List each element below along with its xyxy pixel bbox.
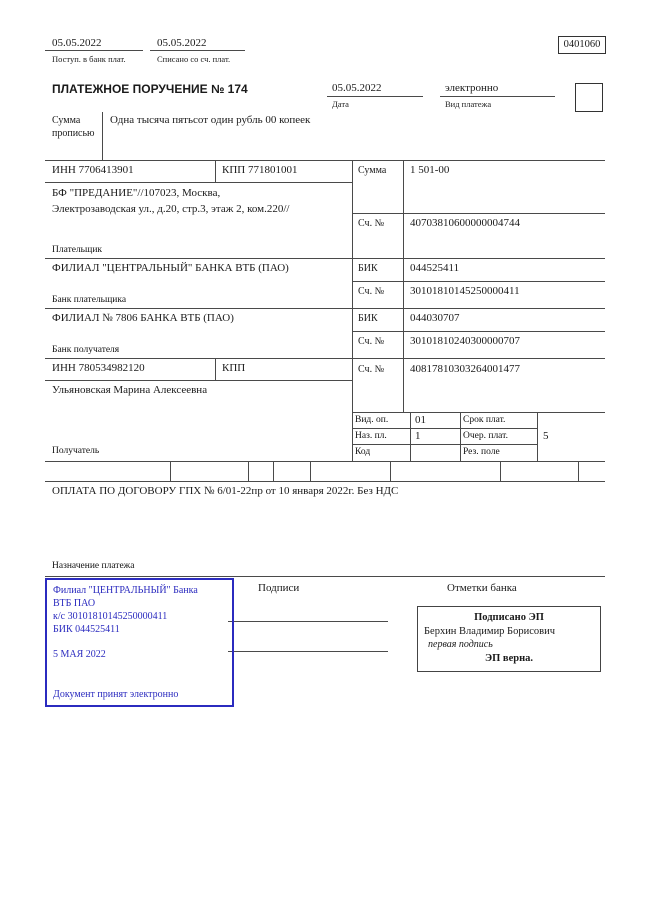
amount-words-divider [102, 112, 103, 160]
bank-marks-title: Отметки банка [447, 582, 517, 594]
reserve-field-label: Рез. поле [463, 447, 500, 457]
payer-bank-name: ФИЛИАЛ "ЦЕНТРАЛЬНЫЙ" БАНКА ВТБ (ПАО) [52, 262, 289, 274]
payer-bank-bik-label: БИК [358, 263, 378, 274]
signature-line [228, 651, 388, 652]
table-line [45, 380, 352, 381]
op-type-value: 01 [415, 414, 426, 426]
payer-label: Плательщик [52, 245, 103, 255]
table-line [45, 160, 605, 161]
received-in-bank-date: 05.05.2022 [52, 37, 102, 49]
document-title: ПЛАТЕЖНОЕ ПОРУЧЕНИЕ № 174 [52, 82, 248, 96]
tax-row-divider [500, 461, 501, 481]
payer-status-box [575, 83, 603, 112]
table-line [45, 258, 605, 259]
purpose-underline [45, 576, 605, 577]
payee-bank-name: ФИЛИАЛ № 7806 БАНКА ВТБ (ПАО) [52, 312, 234, 324]
received-date-underline [45, 50, 143, 51]
signature-line [228, 621, 388, 622]
electronic-signature-name: Берхин Владимир Борисович [424, 625, 555, 637]
payee-kpp: КПП [222, 362, 246, 374]
purpose-code-label: Наз. пл. [355, 431, 387, 441]
payee-bank-account-value: 30101810240300000707 [410, 335, 520, 347]
payment-purpose-label: Назначение платежа [52, 561, 135, 571]
table-divider [215, 160, 216, 182]
payer-account-value: 40703810600000004744 [410, 217, 520, 229]
payer-inn: ИНН 7706413901 [52, 164, 134, 176]
tax-row-divider [578, 461, 579, 481]
date-label: Дата [332, 99, 349, 109]
payee-bank-bik-label: БИК [358, 313, 378, 324]
payment-purpose-text: ОПЛАТА ПО ДОГОВОРУ ГПХ № 6/01-22пр от 10 января 2022г. Без НДС [52, 485, 399, 497]
payee-label: Получатель [52, 446, 100, 456]
payer-kpp: КПП 771801001 [222, 164, 298, 176]
sum-label: Сумма [358, 165, 387, 176]
table-line [352, 428, 537, 429]
payer-bank-label: Банк плательщика [52, 295, 127, 305]
tax-row-divider [170, 461, 171, 481]
payee-inn: ИНН 780534982120 [52, 362, 145, 374]
payer-bank-account-value: 30101810145250000411 [410, 285, 520, 297]
op-type-label: Вид. оп. [355, 415, 389, 425]
payment-kind-label: Вид платежа [445, 99, 492, 109]
payee-bank-label: Банк получателя [52, 345, 120, 355]
table-divider [537, 412, 538, 461]
table-line [45, 481, 605, 482]
received-in-bank-label: Поступ. в банк плат. [52, 54, 126, 64]
payer-account-label: Сч. № [358, 218, 385, 229]
table-line [45, 358, 605, 359]
purpose-code-value: 1 [415, 430, 421, 442]
debited-from-account-label: Списано со сч. плат. [157, 54, 231, 64]
table-divider [403, 160, 404, 412]
signatures-title: Подписи [258, 582, 300, 594]
table-line [352, 444, 537, 445]
table-line [352, 281, 605, 282]
sum-value: 1 501-00 [410, 164, 450, 176]
table-line [45, 461, 605, 462]
bank-stamp-line: к/с 30101810145250000411 [53, 611, 168, 622]
amount-words-label: Сумма прописью [52, 115, 95, 139]
tax-row-divider [248, 461, 249, 481]
table-divider [352, 160, 353, 461]
date-underline [327, 96, 423, 97]
bank-stamp-date: 5 МАЯ 2022 [53, 649, 106, 660]
table-divider [460, 412, 461, 461]
payer-bank-account-label: Сч. № [358, 286, 385, 297]
debited-from-account-date: 05.05.2022 [157, 37, 207, 49]
table-line [352, 412, 605, 413]
bank-stamp-line: Филиал "ЦЕНТРАЛЬНЫЙ" Банка [53, 585, 198, 596]
electronic-signature-box [417, 606, 601, 672]
bank-stamp-footer: Документ принят электронно [53, 689, 179, 700]
payee-account-value: 40817810303264001477 [410, 363, 520, 375]
code-label: Код [355, 447, 371, 457]
tax-row-divider [310, 461, 311, 481]
table-divider [410, 412, 411, 461]
bank-stamp-line: БИК 044525411 [53, 624, 120, 635]
priority-label: Очер. плат. [463, 431, 508, 441]
table-line [352, 331, 605, 332]
table-line [45, 182, 352, 183]
payee-name: Ульяновская Марина Алексеевна [52, 384, 208, 396]
electronic-signature-note: первая подпись [428, 639, 493, 650]
payee-account-label: Сч. № [358, 364, 385, 375]
amount-words-value: Одна тысяча пятьсот один рубль 00 копеек [110, 114, 311, 126]
tax-row-divider [273, 461, 274, 481]
table-divider [215, 358, 216, 380]
payment-kind-underline [440, 96, 555, 97]
electronic-signature-title: Подписано ЭП [474, 612, 544, 623]
payee-bank-bik-value: 044030707 [410, 312, 460, 324]
table-line [45, 308, 605, 309]
bank-stamp [45, 578, 234, 707]
payer-bank-bik-value: 044525411 [410, 262, 460, 274]
payer-name: БФ "ПРЕДАНИЕ"//107023, Москва, Электрозаводская ул., д.20, стр.3, этаж 2, ком.220// [52, 187, 290, 215]
tax-row-divider [390, 461, 391, 481]
priority-value: 5 [543, 430, 549, 442]
due-date-label: Срок плат. [463, 415, 506, 425]
document-date-value: 05.05.2022 [332, 82, 382, 94]
table-line [352, 213, 605, 214]
form-code-box: 0401060 [558, 36, 606, 54]
payment-kind-value: электронно [445, 82, 499, 94]
electronic-signature-valid: ЭП верна. [484, 652, 533, 664]
payee-bank-account-label: Сч. № [358, 336, 385, 347]
debited-date-underline [150, 50, 245, 51]
bank-stamp-line: ВТБ ПАО [53, 598, 96, 609]
